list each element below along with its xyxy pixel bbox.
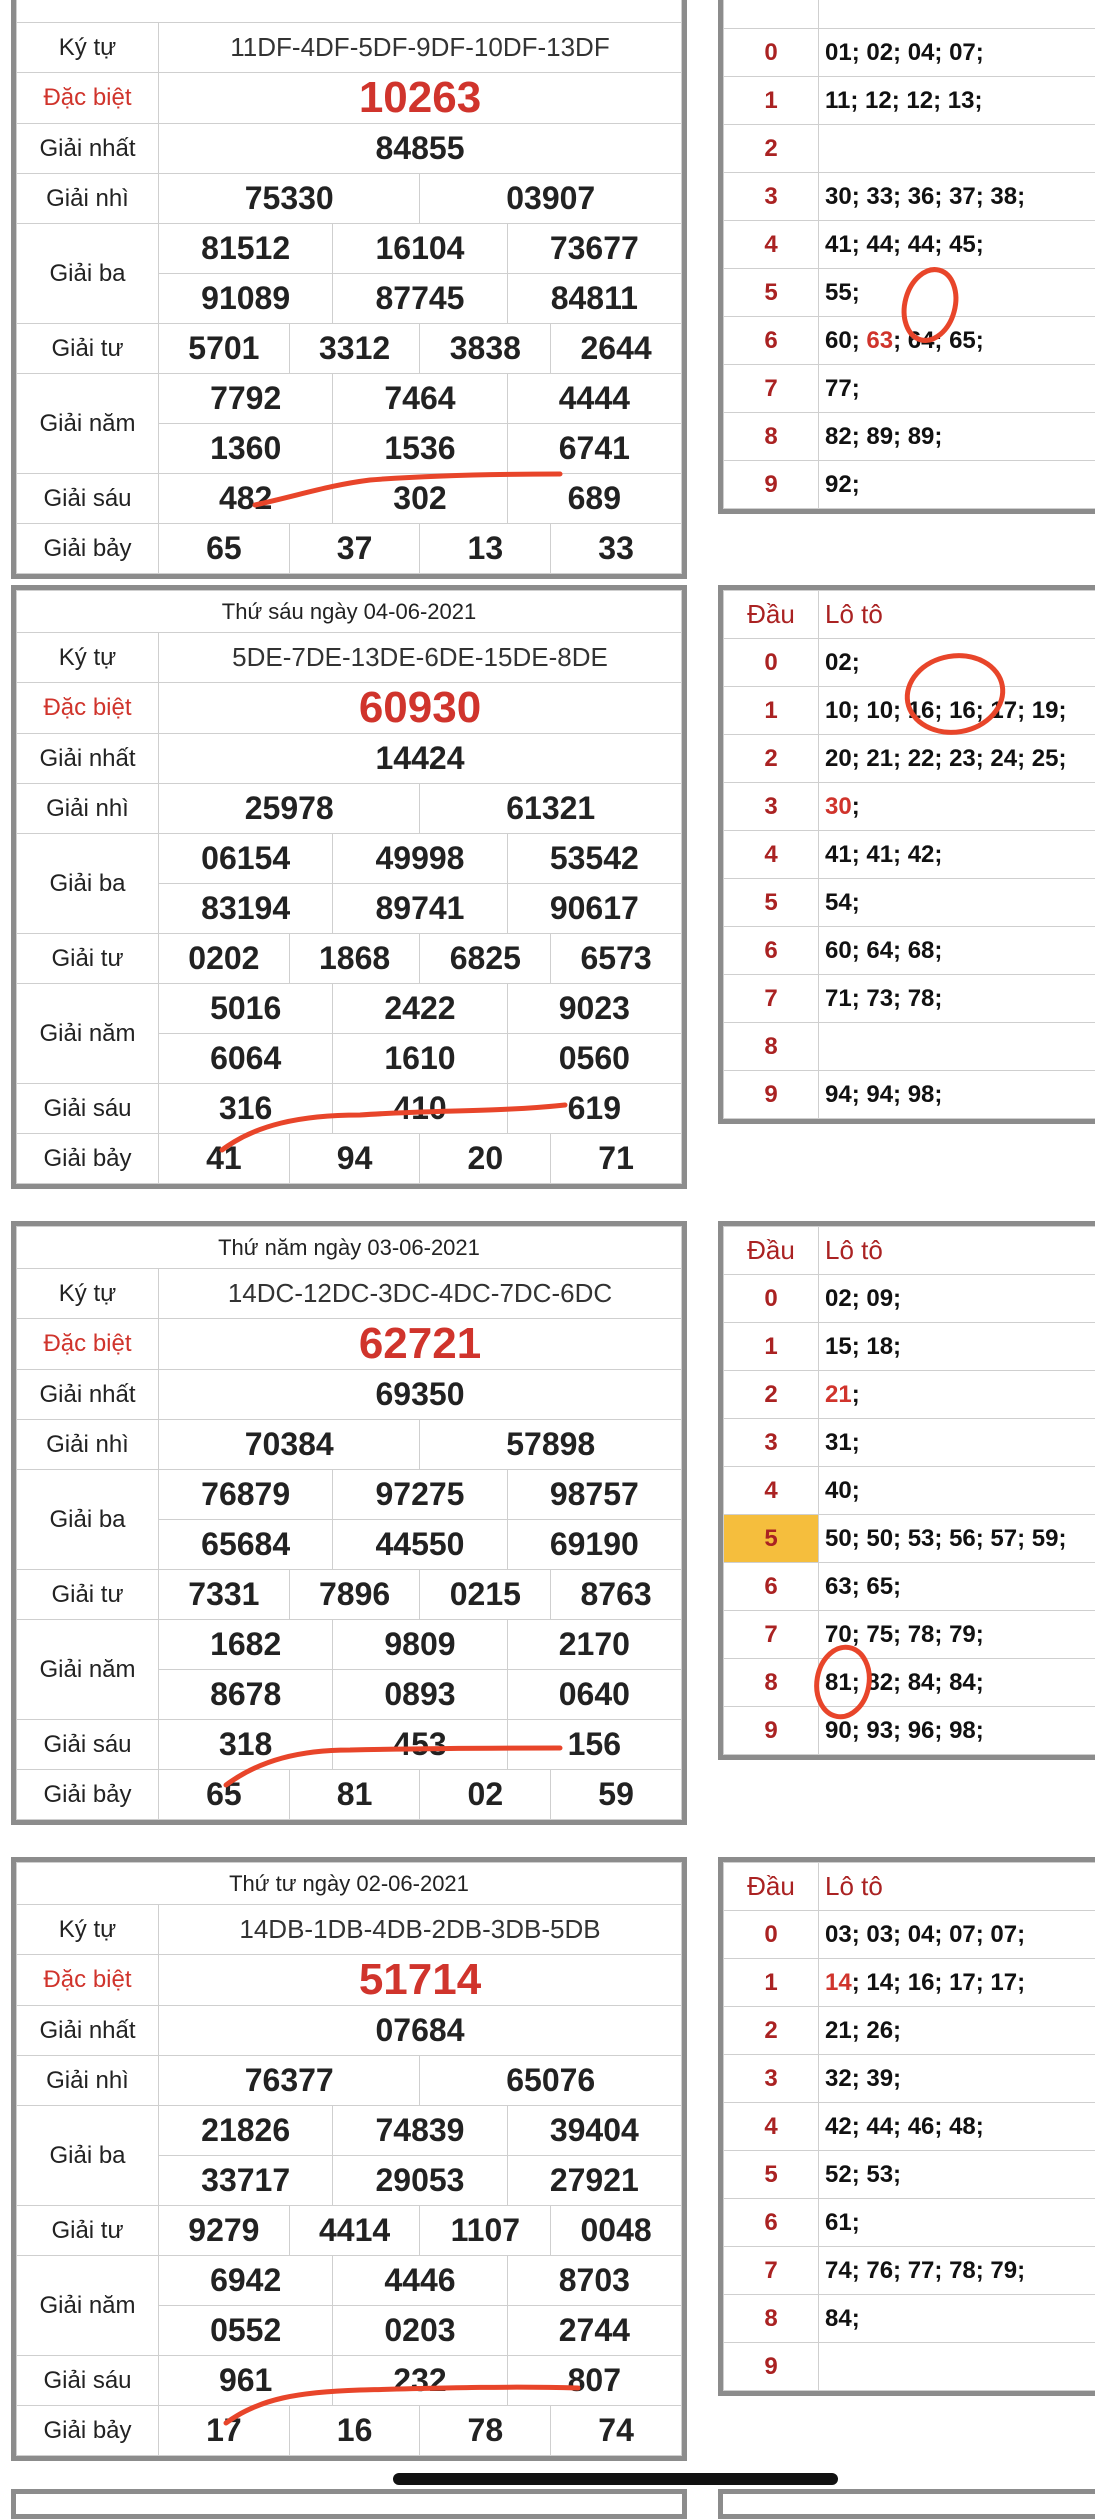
prize-label: Giải ba [17, 1470, 159, 1570]
prize-label: Ký tự [17, 1905, 159, 1955]
result-table [11, 0, 687, 579]
prize-label: Giải tư [17, 1570, 159, 1620]
loto-values-text: 54; [825, 889, 860, 916]
loto-values-text: 40; [825, 1477, 860, 1504]
loto-values [819, 687, 1095, 735]
date-title: Thứ tư ngày 02-06-2021 [17, 1863, 682, 1905]
prize-label: Giải tư [17, 324, 159, 374]
loto-head-digit: 1 [724, 77, 819, 125]
loto-head-digit: 4 [724, 1467, 819, 1515]
loto-values [819, 2247, 1095, 2295]
result-table [11, 1221, 687, 1825]
loto-head-digit: 5 [724, 1515, 819, 1563]
loto-values-text: 32; 39; [825, 2065, 901, 2092]
fifth-prize: 9023 [507, 984, 681, 1034]
prize-label: Đặc biệt [17, 73, 159, 124]
seventh-prize: 17 [159, 2406, 290, 2456]
seventh-prize: 71 [551, 1134, 682, 1184]
loto-values [819, 365, 1095, 413]
fifth-prize: 6942 [159, 2256, 333, 2306]
date-title: Thứ sáu ngày 04-06-2021 [17, 591, 682, 633]
prize-label: Giải ba [17, 834, 159, 934]
loto-values [819, 1911, 1095, 1959]
ky-tu-value: 5DE-7DE-13DE-6DE-15DE-8DE [159, 633, 682, 683]
loto-values [819, 927, 1095, 975]
loto-head-digit: 0 [724, 1275, 819, 1323]
loto-values-text: 31; [825, 1429, 860, 1456]
loto-values-text: 81; 82; 84; 84; [825, 1669, 984, 1696]
loto-head-digit: 4 [724, 831, 819, 879]
loto-head-digit: 6 [724, 317, 819, 365]
prize-label: Giải tư [17, 2206, 159, 2256]
third-prize: 74839 [333, 2106, 507, 2156]
loto-values-text: 61; [825, 2209, 860, 2236]
loto-values [819, 461, 1095, 509]
loto-values [819, 29, 1095, 77]
first-prize: 14424 [159, 734, 682, 784]
result-table [11, 1857, 687, 2461]
prize-label: Giải năm [17, 1620, 159, 1720]
loto-values-text: 63; 65; [825, 1573, 901, 1600]
loto-values [819, 173, 1095, 221]
loto-values-text: 01; 02; 04; 07; [825, 39, 984, 66]
loto-head-label [724, 0, 819, 29]
loto-head-label: Đầu [724, 1227, 819, 1275]
fifth-prize: 0552 [159, 2306, 333, 2356]
fifth-prize: 2422 [333, 984, 507, 1034]
loto-head-digit: 2 [724, 2007, 819, 2055]
second-prize: 61321 [420, 784, 682, 834]
fifth-prize: 5016 [159, 984, 333, 1034]
third-prize: 73677 [507, 224, 681, 274]
loto-head-digit: 5 [724, 269, 819, 317]
fourth-prize: 3312 [289, 324, 420, 374]
first-prize: 69350 [159, 1370, 682, 1420]
third-prize: 27921 [507, 2156, 681, 2206]
loto-table [718, 1221, 1095, 1760]
loto-values-text: 41; 41; 42; [825, 841, 942, 868]
loto-values [819, 1515, 1095, 1563]
seventh-prize: 78 [420, 2406, 551, 2456]
loto-values-text: 02; [825, 649, 860, 676]
loto-special-value: 63 [866, 327, 893, 354]
loto-head-digit: 5 [724, 2151, 819, 2199]
sixth-prize: 318 [159, 1720, 333, 1770]
fifth-prize: 0560 [507, 1034, 681, 1084]
loto-values-text: 77; [825, 375, 860, 402]
prize-label: Giải bảy [17, 2406, 159, 2456]
fourth-prize: 7331 [159, 1570, 290, 1620]
sixth-prize: 453 [333, 1720, 507, 1770]
prize-label: Giải sáu [17, 2356, 159, 2406]
loto-head-digit: 7 [724, 1611, 819, 1659]
loto-special-value: 14 [825, 1969, 852, 1996]
loto-values [819, 1611, 1095, 1659]
prize-label: Ký tự [17, 1269, 159, 1319]
loto-values [819, 1467, 1095, 1515]
loto-values [819, 221, 1095, 269]
result-table-next [11, 2489, 687, 2519]
loto-head-label: Đầu [724, 591, 819, 639]
seventh-prize: 37 [289, 524, 420, 574]
loto-head-digit: 4 [724, 2103, 819, 2151]
loto-head-digit: 6 [724, 927, 819, 975]
loto-values-text: 92; [825, 471, 860, 498]
third-prize: 69190 [507, 1520, 681, 1570]
loto-values [819, 1563, 1095, 1611]
loto-values-text: 74; 76; 77; 78; 79; [825, 2257, 1025, 2284]
date-title: Thứ năm ngày 03-06-2021 [17, 1227, 682, 1269]
loto-head-digit: 1 [724, 1323, 819, 1371]
loto-head-digit: 9 [724, 1071, 819, 1119]
loto-values-text: 55; [825, 279, 860, 306]
prize-label: Giải nhì [17, 784, 159, 834]
ky-tu-value: 14DB-1DB-4DB-2DB-3DB-5DB [159, 1905, 682, 1955]
third-prize: 53542 [507, 834, 681, 884]
fifth-prize: 7464 [333, 374, 507, 424]
home-indicator[interactable] [393, 2473, 838, 2485]
prize-label: Giải nhì [17, 2056, 159, 2106]
loto-head-digit: 1 [724, 687, 819, 735]
fifth-prize: 6064 [159, 1034, 333, 1084]
third-prize: 06154 [159, 834, 333, 884]
loto-values [819, 2199, 1095, 2247]
ky-tu-value: 11DF-4DF-5DF-9DF-10DF-13DF [159, 23, 682, 73]
sixth-prize: 619 [507, 1084, 681, 1134]
fourth-prize: 0048 [551, 2206, 682, 2256]
loto-values [819, 1419, 1095, 1467]
loto-values [819, 2007, 1095, 2055]
loto-values [819, 1659, 1095, 1707]
third-prize: 87745 [333, 274, 507, 324]
loto-values-text: ; 64; 65; [893, 327, 984, 354]
loto-values [819, 269, 1095, 317]
loto-values-text: 60; 64; 68; [825, 937, 942, 964]
prize-label: Giải nhì [17, 174, 159, 224]
loto-head-digit: 7 [724, 2247, 819, 2295]
loto-special-value: 30 [825, 793, 852, 820]
sixth-prize: 410 [333, 1084, 507, 1134]
prize-label: Giải nhất [17, 2006, 159, 2056]
seventh-prize: 59 [551, 1770, 682, 1820]
loto-values-text: 60; [825, 327, 866, 354]
loto-table-next [718, 2489, 1095, 2519]
loto-values [819, 783, 1095, 831]
loto-values-text: 15; 18; [825, 1333, 901, 1360]
prize-label: Giải nhất [17, 1370, 159, 1420]
loto-table [718, 585, 1095, 1124]
fifth-prize: 8703 [507, 2256, 681, 2306]
prize-label: Ký tự [17, 633, 159, 683]
loto-values-text: 20; 21; 22; 23; 24; 25; [825, 745, 1066, 772]
sixth-prize: 482 [159, 474, 333, 524]
prize-label: Giải nhất [17, 734, 159, 784]
loto-values [819, 1707, 1095, 1755]
loto-head-digit: 3 [724, 1419, 819, 1467]
seventh-prize: 65 [159, 524, 290, 574]
loto-values-text: ; [852, 1381, 860, 1408]
third-prize: 21826 [159, 2106, 333, 2156]
loto-values-text: ; [852, 793, 860, 820]
ky-tu-value: 14DC-12DC-3DC-4DC-7DC-6DC [159, 1269, 682, 1319]
loto-values-text: 82; 89; 89; [825, 423, 942, 450]
loto-values [819, 2103, 1095, 2151]
prize-label: Đặc biệt [17, 683, 159, 734]
loto-values [819, 413, 1095, 461]
fourth-prize: 0215 [420, 1570, 551, 1620]
sixth-prize: 156 [507, 1720, 681, 1770]
fifth-prize: 4444 [507, 374, 681, 424]
third-prize: 84811 [507, 274, 681, 324]
loto-head-digit: 3 [724, 2055, 819, 2103]
third-prize: 39404 [507, 2106, 681, 2156]
loto-head-digit: 9 [724, 2343, 819, 2391]
loto-values [819, 639, 1095, 687]
loto-header-label [819, 0, 1095, 29]
loto-table [718, 0, 1095, 514]
sixth-prize: 961 [159, 2356, 333, 2406]
fourth-prize: 1107 [420, 2206, 551, 2256]
sixth-prize: 689 [507, 474, 681, 524]
loto-values [819, 879, 1095, 927]
loto-values-text: 30; 33; 36; 37; 38; [825, 183, 1025, 210]
second-prize: 70384 [159, 1420, 420, 1470]
loto-values [819, 125, 1095, 173]
fourth-prize: 6573 [551, 934, 682, 984]
fifth-prize: 0203 [333, 2306, 507, 2356]
fifth-prize: 8678 [159, 1670, 333, 1720]
prize-label: Giải sáu [17, 1084, 159, 1134]
loto-head-digit: 9 [724, 461, 819, 509]
loto-head-digit: 1 [724, 1959, 819, 2007]
third-prize: 97275 [333, 1470, 507, 1520]
loto-values-text: 02; 09; [825, 1285, 901, 1312]
fourth-prize: 6825 [420, 934, 551, 984]
prize-label: Giải bảy [17, 1134, 159, 1184]
third-prize: 81512 [159, 224, 333, 274]
loto-values [819, 1275, 1095, 1323]
prize-label: Giải năm [17, 374, 159, 474]
fourth-prize: 8763 [551, 1570, 682, 1620]
loto-header-label: Lô tô [819, 591, 1095, 639]
fourth-prize: 2644 [551, 324, 682, 374]
fifth-prize: 1536 [333, 424, 507, 474]
loto-header-label: Lô tô [819, 1227, 1095, 1275]
seventh-prize: 02 [420, 1770, 551, 1820]
loto-values [819, 831, 1095, 879]
loto-values-text: 90; 93; 96; 98; [825, 1717, 984, 1744]
loto-values [819, 2343, 1095, 2391]
loto-values-text: 50; 50; 53; 56; 57; 59; [825, 1525, 1066, 1552]
prize-label: Giải bảy [17, 1770, 159, 1820]
loto-head-digit: 2 [724, 735, 819, 783]
third-prize: 16104 [333, 224, 507, 274]
prize-label: Giải bảy [17, 524, 159, 574]
date-title [17, 0, 682, 23]
fourth-prize: 7896 [289, 1570, 420, 1620]
seventh-prize: 74 [551, 2406, 682, 2456]
loto-head-digit: 0 [724, 1911, 819, 1959]
loto-head-digit: 7 [724, 975, 819, 1023]
third-prize: 65684 [159, 1520, 333, 1570]
loto-values-text: 10; 10; 16; 16; 17; 19; [825, 697, 1066, 724]
loto-table [718, 1857, 1095, 2396]
prize-label: Giải ba [17, 2106, 159, 2206]
loto-head-digit: 6 [724, 1563, 819, 1611]
third-prize: 91089 [159, 274, 333, 324]
loto-values [819, 1323, 1095, 1371]
fifth-prize: 1610 [333, 1034, 507, 1084]
fifth-prize: 2744 [507, 2306, 681, 2356]
seventh-prize: 33 [551, 524, 682, 574]
result-table [11, 585, 687, 1189]
second-prize: 76377 [159, 2056, 420, 2106]
third-prize: 83194 [159, 884, 333, 934]
prize-label: Giải năm [17, 2256, 159, 2356]
third-prize: 98757 [507, 1470, 681, 1520]
fifth-prize: 1360 [159, 424, 333, 474]
loto-values-text: 41; 44; 44; 45; [825, 231, 984, 258]
prize-label: Giải nhì [17, 1420, 159, 1470]
fourth-prize: 1868 [289, 934, 420, 984]
seventh-prize: 94 [289, 1134, 420, 1184]
prize-label: Giải sáu [17, 474, 159, 524]
loto-values [819, 975, 1095, 1023]
loto-head-digit: 0 [724, 29, 819, 77]
fourth-prize: 3838 [420, 324, 551, 374]
seventh-prize: 13 [420, 524, 551, 574]
loto-header-label: Lô tô [819, 1863, 1095, 1911]
loto-head-digit: 0 [724, 639, 819, 687]
second-prize: 65076 [420, 2056, 682, 2106]
special-prize: 51714 [159, 1955, 682, 2006]
seventh-prize: 16 [289, 2406, 420, 2456]
loto-head-digit: 4 [724, 221, 819, 269]
prize-label: Giải nhất [17, 124, 159, 174]
prize-label: Ký tự [17, 23, 159, 73]
fifth-prize: 7792 [159, 374, 333, 424]
loto-values [819, 317, 1095, 365]
loto-values [819, 1959, 1095, 2007]
fifth-prize: 2170 [507, 1620, 681, 1670]
loto-head-digit: 7 [724, 365, 819, 413]
loto-head-digit: 8 [724, 413, 819, 461]
loto-head-digit: 9 [724, 1707, 819, 1755]
sixth-prize: 807 [507, 2356, 681, 2406]
loto-values-text: 42; 44; 46; 48; [825, 2113, 984, 2140]
loto-values [819, 735, 1095, 783]
loto-values-text: 11; 12; 12; 13; [825, 87, 982, 114]
sixth-prize: 232 [333, 2356, 507, 2406]
loto-values [819, 2295, 1095, 2343]
loto-values-text: 70; 75; 78; 79; [825, 1621, 984, 1648]
fourth-prize: 0202 [159, 934, 290, 984]
prize-label: Giải tư [17, 934, 159, 984]
second-prize: 25978 [159, 784, 420, 834]
seventh-prize: 81 [289, 1770, 420, 1820]
third-prize: 29053 [333, 2156, 507, 2206]
fourth-prize: 9279 [159, 2206, 290, 2256]
prize-label: Giải năm [17, 984, 159, 1084]
second-prize: 75330 [159, 174, 420, 224]
third-prize: 89741 [333, 884, 507, 934]
loto-head-digit: 8 [724, 1659, 819, 1707]
fifth-prize: 0893 [333, 1670, 507, 1720]
loto-values [819, 1023, 1095, 1071]
special-prize: 60930 [159, 683, 682, 734]
loto-head-digit: 3 [724, 783, 819, 831]
seventh-prize: 65 [159, 1770, 290, 1820]
prize-label: Đặc biệt [17, 1319, 159, 1370]
fifth-prize: 1682 [159, 1620, 333, 1670]
loto-values-text: 84; [825, 2305, 860, 2332]
loto-values-text: ; 14; 16; 17; 17; [852, 1969, 1025, 1996]
third-prize: 90617 [507, 884, 681, 934]
loto-head-digit: 3 [724, 173, 819, 221]
loto-head-digit: 8 [724, 1023, 819, 1071]
fourth-prize: 4414 [289, 2206, 420, 2256]
first-prize: 07684 [159, 2006, 682, 2056]
loto-head-digit: 8 [724, 2295, 819, 2343]
loto-values-text: 52; 53; [825, 2161, 901, 2188]
prize-label: Giải sáu [17, 1720, 159, 1770]
loto-values [819, 77, 1095, 125]
loto-values [819, 2055, 1095, 2103]
fifth-prize: 4446 [333, 2256, 507, 2306]
seventh-prize: 41 [159, 1134, 290, 1184]
third-prize: 76879 [159, 1470, 333, 1520]
fifth-prize: 6741 [507, 424, 681, 474]
prize-label: Đặc biệt [17, 1955, 159, 2006]
third-prize: 44550 [333, 1520, 507, 1570]
fourth-prize: 5701 [159, 324, 290, 374]
loto-head-digit: 2 [724, 125, 819, 173]
seventh-prize: 20 [420, 1134, 551, 1184]
loto-head-label: Đầu [724, 1863, 819, 1911]
loto-values-text: 71; 73; 78; [825, 985, 942, 1012]
loto-values-text: 03; 03; 04; 07; 07; [825, 1921, 1025, 1948]
loto-values [819, 1371, 1095, 1419]
loto-head-digit: 2 [724, 1371, 819, 1419]
loto-values [819, 2151, 1095, 2199]
first-prize: 84855 [159, 124, 682, 174]
loto-values-text: 94; 94; 98; [825, 1081, 942, 1108]
third-prize: 33717 [159, 2156, 333, 2206]
loto-values-text: 21; 26; [825, 2017, 901, 2044]
loto-head-digit: 5 [724, 879, 819, 927]
sixth-prize: 302 [333, 474, 507, 524]
prize-label: Giải ba [17, 224, 159, 324]
loto-special-value: 21 [825, 1381, 852, 1408]
fifth-prize: 9809 [333, 1620, 507, 1670]
sixth-prize: 316 [159, 1084, 333, 1134]
second-prize: 03907 [420, 174, 682, 224]
fifth-prize: 0640 [507, 1670, 681, 1720]
third-prize: 49998 [333, 834, 507, 884]
loto-values [819, 1071, 1095, 1119]
second-prize: 57898 [420, 1420, 682, 1470]
loto-head-digit: 6 [724, 2199, 819, 2247]
special-prize: 62721 [159, 1319, 682, 1370]
special-prize: 10263 [159, 73, 682, 124]
